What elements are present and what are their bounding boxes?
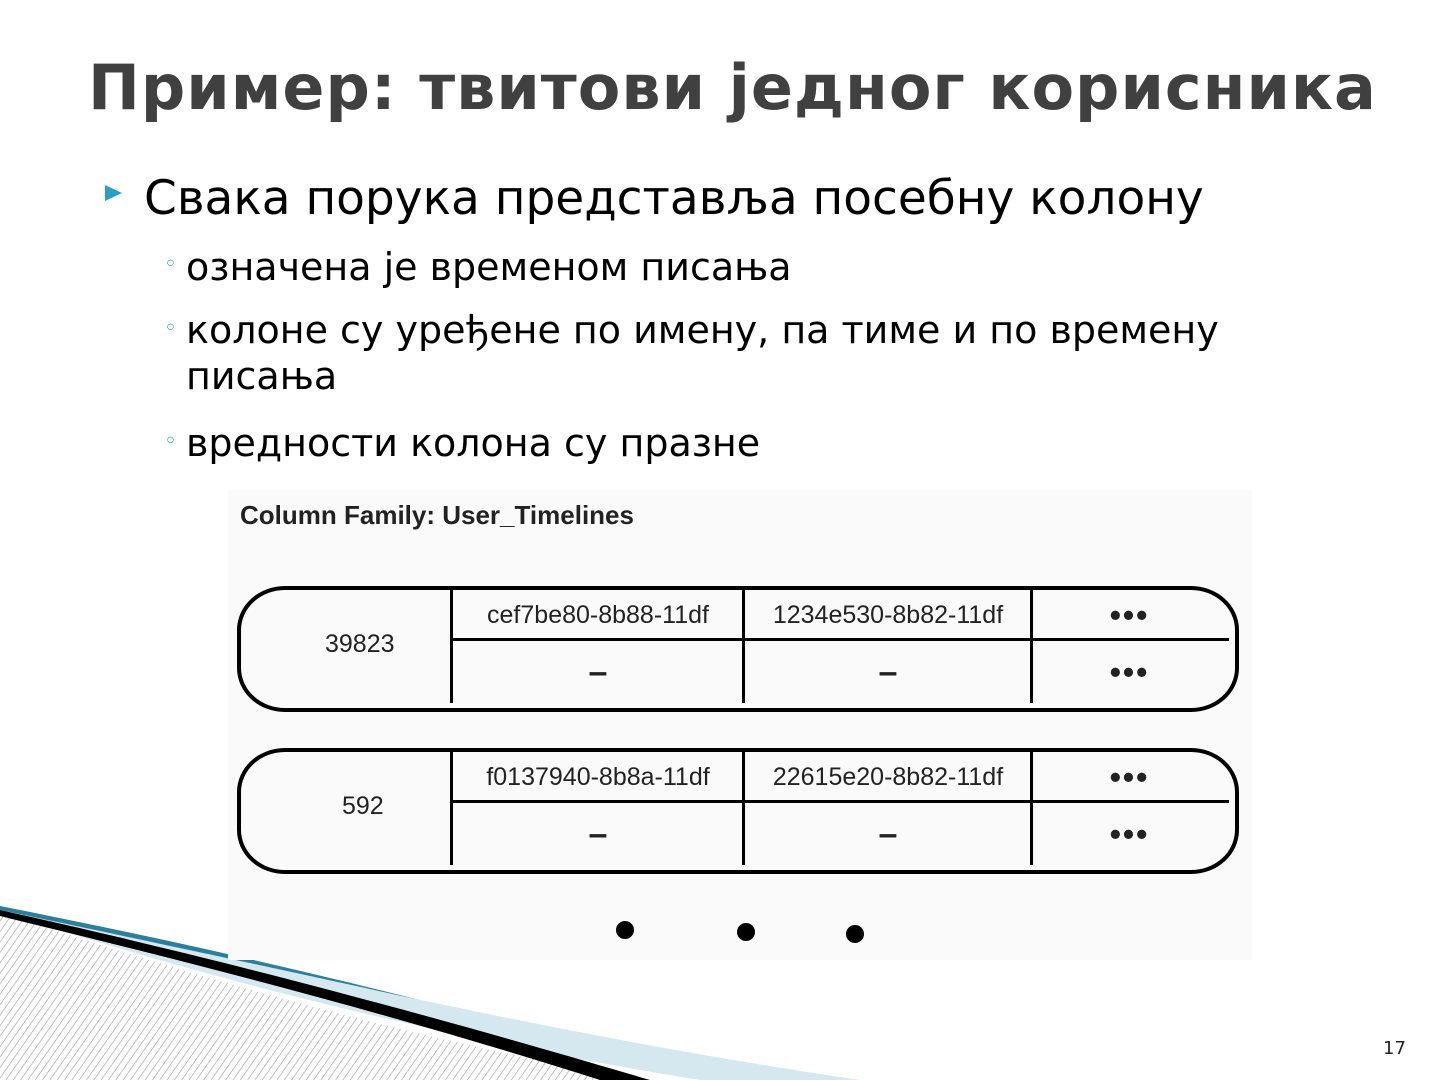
row-key: 592 xyxy=(342,792,384,820)
page-number: 17 xyxy=(1383,1038,1406,1059)
sub-bullet-1: означена је временом писања xyxy=(186,245,792,289)
column-family-figure xyxy=(228,490,1252,960)
column-name: 1234e530-8b82-11df xyxy=(742,590,1031,640)
column-name: f0137940-8b8a-11df xyxy=(450,752,743,802)
sub-bullet-circle-icon: ◦ xyxy=(164,316,177,341)
column-name: cef7be80-8b88-11df xyxy=(450,590,743,640)
column-value: – xyxy=(450,803,743,865)
column-name: 22615e20-8b82-11df xyxy=(742,752,1031,802)
column-value: – xyxy=(742,803,1031,865)
sub-bullet-2: колоне су уређене по имену, па тиме и по времену писања xyxy=(186,308,1219,399)
continuation-dot-icon xyxy=(846,925,864,943)
column-value: – xyxy=(450,641,743,703)
slide-title: Пример: твитови једног корисника xyxy=(88,51,1377,124)
column-value: – xyxy=(742,641,1031,703)
main-bullet: Свака порука представља посебну колону xyxy=(144,171,1204,226)
sub-bullet-3: вредности колона су празне xyxy=(186,421,761,465)
figure-title: Column Family: User_Timelines xyxy=(240,500,634,530)
continuation-dot-icon xyxy=(737,923,755,941)
sub-bullet-circle-icon: ◦ xyxy=(164,252,177,277)
row-key: 39823 xyxy=(325,630,395,658)
more-columns-ellipsis: ••• xyxy=(1030,803,1226,865)
more-columns-ellipsis: ••• xyxy=(1030,590,1226,640)
more-columns-ellipsis: ••• xyxy=(1030,752,1226,802)
bullet-triangle-icon xyxy=(105,185,122,201)
continuation-dot-icon xyxy=(616,921,634,939)
more-columns-ellipsis: ••• xyxy=(1030,641,1226,703)
sub-bullet-circle-icon: ◦ xyxy=(164,429,177,454)
